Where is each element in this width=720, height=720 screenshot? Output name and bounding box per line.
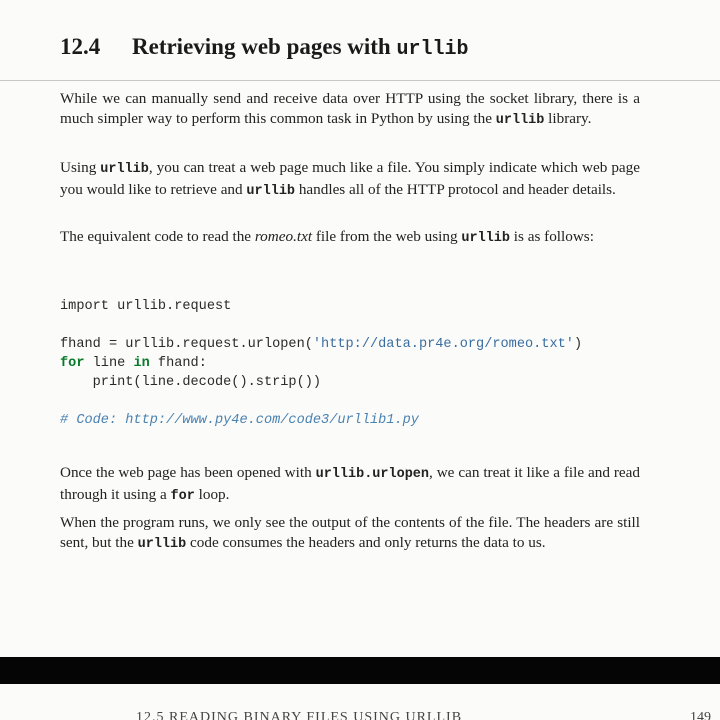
next-page-header: [0, 684, 720, 720]
p4-code-for: for: [170, 488, 195, 504]
p5-text-a: When the program runs, we only see the output of the contents of the file. The headers are still sent, but the: [60, 514, 640, 551]
paragraph-2: [60, 158, 640, 201]
header-divider: [0, 80, 720, 81]
code-line-blank: [60, 318, 68, 333]
p2-text-a: Using: [60, 159, 101, 176]
next-page-number: 149: [690, 710, 711, 720]
paragraph-3: [60, 227, 640, 249]
paragraph-1: [60, 89, 640, 130]
code-line-for: [60, 356, 207, 371]
page-break-band: [0, 657, 720, 684]
p4-text-e: loop.: [194, 485, 230, 503]
p5-text-c: code consumes the headers and only returns the data to us.: [186, 533, 546, 551]
code-keyword-for: for: [60, 356, 85, 371]
code-line-blank-2: [60, 394, 68, 409]
section-number: 12.4: [60, 34, 101, 59]
p4-text-c: , we can treat it like a file and read through it using a: [60, 464, 640, 503]
section-title-code: urllib: [396, 38, 469, 61]
code-keyword-in: in: [133, 356, 150, 371]
p1-code-urllib: urllib: [495, 112, 545, 128]
code-line-var: line: [84, 356, 134, 371]
paragraph-4: [60, 463, 640, 506]
p5-code-urllib: urllib: [137, 536, 187, 552]
p1-text-a: While we can manually send and receive data over HTTP using the socket library, there is a much simpler way to perform this common task in Python by using the: [60, 90, 640, 127]
section-title-text: Retrieving web pages with: [132, 34, 397, 59]
p4-code-urlopen: urllib.urlopen: [315, 467, 430, 482]
code-line-print: print(line.decode().strip()): [60, 375, 322, 390]
p3-code-urllib: urllib: [461, 231, 510, 246]
section-heading: [60, 34, 700, 64]
p2-code-urllib: urllib: [100, 162, 149, 177]
p4-text-a: Once the web page has been opened with: [60, 464, 316, 481]
p2-text-c: , you can treat a web page much like a file. You simply indicate which web page you would like to retrieve and: [60, 159, 640, 198]
code-comment: # Code: http://www.py4e.com/code3/urllib1.py: [60, 413, 419, 428]
p2-code-urllib-2: urllib: [246, 183, 296, 199]
next-section-label: 12.5 READING BINARY FILES USING URLLIB: [136, 710, 463, 720]
p3-text-a: The equivalent code to read the: [60, 228, 255, 245]
p3-text-c: file from the web using: [312, 228, 462, 245]
code-line-urlopen: [60, 337, 582, 352]
paragraph-5: [60, 513, 640, 554]
p3-text-e: is as follows:: [509, 228, 594, 245]
code-close-paren: ): [573, 337, 583, 352]
p1-text-c: library.: [544, 109, 592, 127]
p2-text-e: handles all of the HTTP protocol and header details.: [295, 180, 616, 198]
code-url-string: 'http://data.pr4e.org/romeo.txt': [312, 337, 574, 352]
code-urlopen-call: fhand = urllib.request.urlopen(: [60, 337, 313, 352]
code-fhand: fhand:: [149, 356, 207, 371]
code-line-import: import urllib.request: [60, 299, 232, 314]
p3-filename: romeo.txt: [254, 228, 313, 245]
code-listing: [60, 297, 582, 430]
